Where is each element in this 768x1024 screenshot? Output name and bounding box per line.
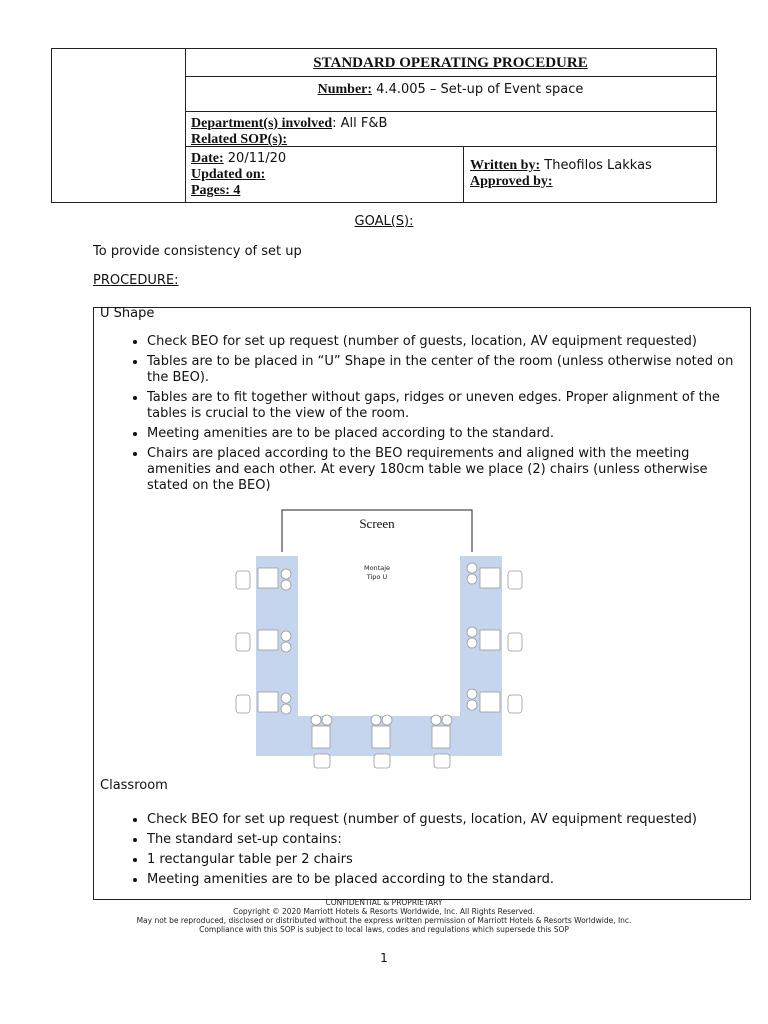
classroom-list	[94, 812, 739, 892]
date-cell	[185, 147, 464, 202]
layout-label-2: Tipo U	[366, 573, 388, 581]
classroom-title: Classroom	[100, 778, 168, 793]
list-item: • The standard set-up contains:	[147, 832, 739, 848]
layout-label-1: Montaje	[363, 564, 391, 572]
screen-label: Screen	[359, 516, 395, 531]
u-shape-list	[94, 334, 739, 498]
list-item: • Check BEO for set up request (number of guests, location, AV equipment requested)	[147, 334, 739, 350]
sop-number-row	[185, 77, 716, 112]
u-shape-title: U Shape	[100, 306, 155, 321]
footer	[0, 898, 768, 934]
number-label: Number:	[317, 82, 373, 97]
department-row	[185, 112, 716, 147]
sop-title: STANDARD OPERATING PROCEDURE	[185, 49, 716, 77]
footer-compliance: Compliance with this SOP is subject to local laws, codes and regulations which supersede this SOP	[199, 925, 569, 934]
goal-heading: GOAL(S):	[354, 214, 414, 229]
updated-label: Updated on:	[191, 167, 266, 182]
author-cell	[464, 147, 716, 202]
date-author-row	[185, 147, 716, 202]
written-value: Theofilos Lakkas	[540, 158, 652, 173]
logo-cell	[52, 49, 186, 202]
date-value: 20/11/20	[223, 151, 287, 166]
procedure-box	[93, 307, 751, 900]
sop-header-table	[51, 48, 717, 203]
list-item: • Meeting amenities are to be placed according to the standard.	[147, 872, 739, 888]
list-item: • 1 rectangular table per 2 chairs	[147, 852, 739, 868]
approved-label: Approved by:	[470, 174, 553, 189]
list-item: • Chairs are placed according to the BEO requirements and aligned with the meeting amenities and each other. At every 180cm table we place (2) chairs (unless otherwise stated on the BEO)	[147, 446, 739, 494]
footer-disclaimer: May not be reproduced, disclosed or distributed without the express written permission of Marriott Hotels & Resorts Worldwide, Inc.	[136, 916, 632, 925]
pages-label: Pages: 4	[191, 183, 241, 198]
list-item: • Tables are to be placed in “U” Shape in the center of the room (unless otherwise noted on the BEO).	[147, 354, 739, 386]
u-shape-diagram	[234, 508, 534, 773]
footer-confidential: CONFIDENTIAL & PROPRIETARY	[325, 898, 443, 907]
department-value: : All F&B	[332, 116, 388, 131]
list-item: • Check BEO for set up request (number of guests, location, AV equipment requested)	[147, 812, 739, 828]
department-label: Department(s) involved	[191, 116, 333, 131]
list-item: • Meeting amenities are to be placed according to the standard.	[147, 426, 739, 442]
related-sop-label: Related SOP(s):	[191, 132, 288, 147]
date-label: Date:	[191, 151, 224, 166]
list-item: • Tables are to fit together without gaps, ridges or uneven edges. Proper alignment of the tables is crucial to the view of the room.	[147, 390, 739, 422]
page-number: 1	[380, 951, 388, 965]
goal-text: To provide consistency of set up	[93, 244, 302, 259]
footer-copyright: Copyright © 2020 Marriott Hotels & Resorts Worldwide, Inc. All Rights Reserved.	[233, 907, 535, 916]
written-label: Written by:	[470, 158, 541, 173]
number-value: 4.4.005 – Set-up of Event space	[372, 82, 584, 97]
procedure-heading: PROCEDURE:	[93, 273, 179, 288]
